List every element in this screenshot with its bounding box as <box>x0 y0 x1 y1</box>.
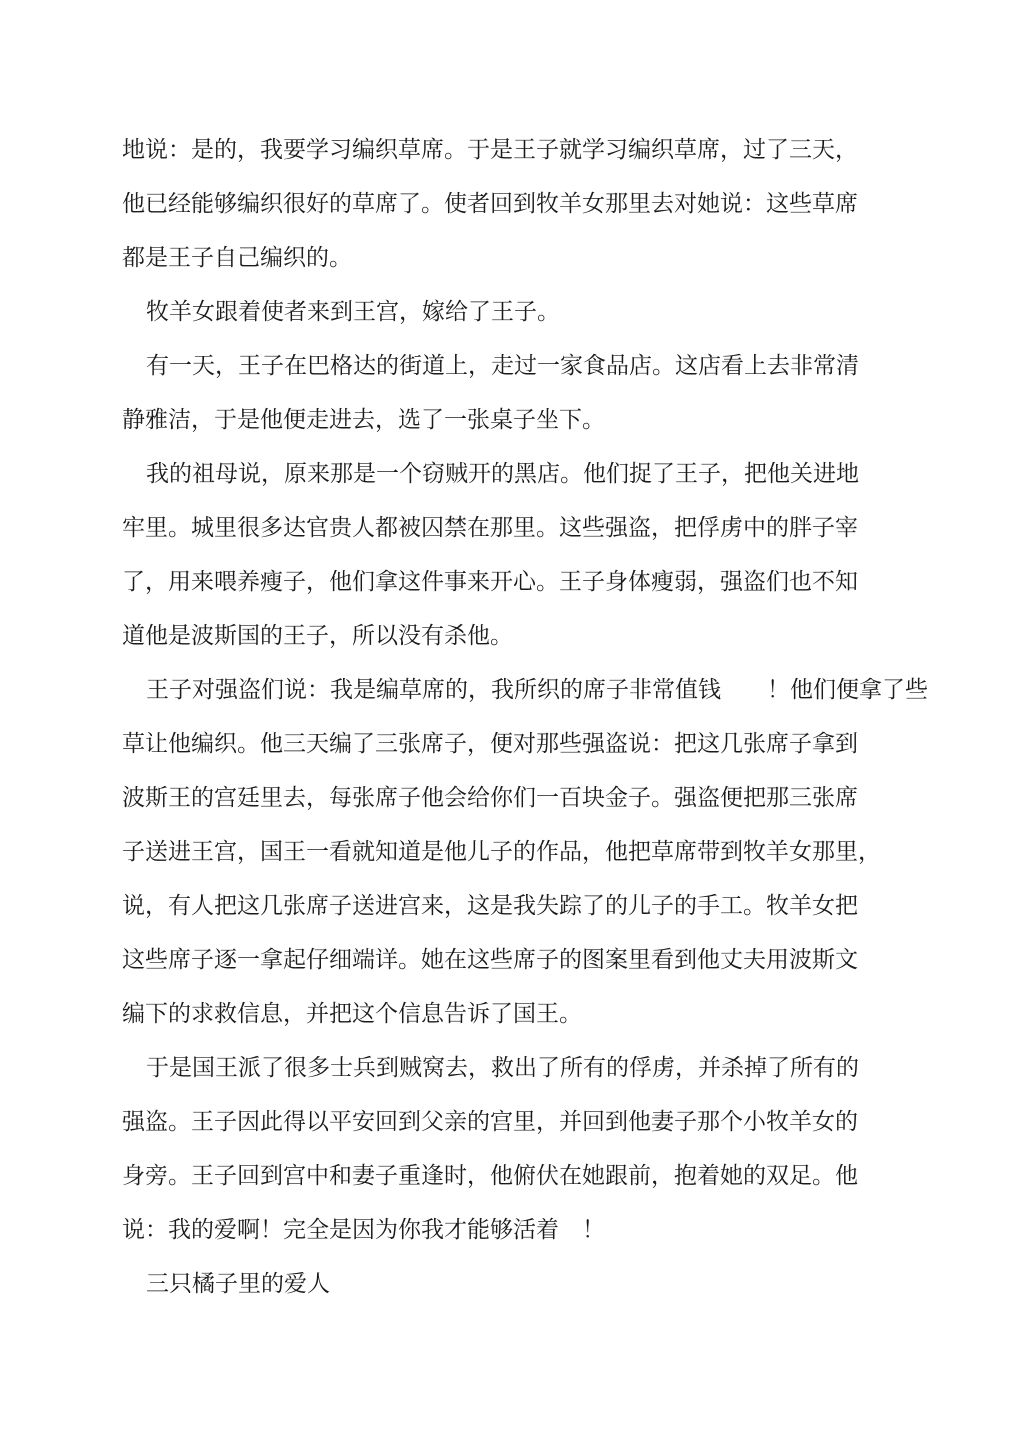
text-line: 了，用来喂养瘦子，他们拿这件事来开心。王子身体瘦弱，强盗们也不知 <box>122 569 858 595</box>
text-line: 静雅洁，于是他便走进去，选了一张桌子坐下。 <box>122 407 605 433</box>
text-line: 强盗。王子因此得以平安回到父亲的宫里，并回到他妻子那个小牧羊女的 <box>122 1109 858 1135</box>
text-line: 身旁。王子回到宫中和妻子重逢时，他俯伏在她跟前，抱着她的双足。他 <box>122 1163 858 1189</box>
paragraph-start: 牧羊女跟着使者来到王宫，嫁给了王子。 <box>146 299 560 325</box>
paragraph-start: 有一天，王子在巴格达的街道上，走过一家食品店。这店看上去非常清 <box>146 353 859 379</box>
section-heading: 三只橘子里的爱人 <box>146 1271 330 1297</box>
text-line: 都是王子自己编织的。 <box>122 245 352 271</box>
text-line: 他已经能够编织很好的草席了。使者回到牧羊女那里去对她说：这些草席 <box>122 191 858 217</box>
text-line: 草让他编织。他三天编了三张席子，便对那些强盗说：把这几张席子拿到 <box>122 731 858 757</box>
text-line: 波斯王的宫廷里去，每张席子他会给你们一百块金子。强盗便把那三张席 <box>122 785 858 811</box>
paragraph-start: 于是国王派了很多士兵到贼窝去，救出了所有的俘虏，并杀掉了所有的 <box>146 1055 859 1081</box>
text-line: 道他是波斯国的王子，所以没有杀他。 <box>122 623 513 649</box>
text-line: 牢里。城里很多达官贵人都被囚禁在那里。这些强盗，把俘虏中的胖子宰 <box>122 515 858 541</box>
text-line: 子送进王宫，国王一看就知道是他儿子的作品，他把草席带到牧羊女那里， <box>122 839 881 865</box>
text-line: 这些席子逐一拿起仔细端详。她在这些席子的图案里看到他丈夫用波斯文 <box>122 947 858 973</box>
text-line: 地说：是的，我要学习编织草席。于是王子就学习编织草席，过了三天， <box>122 137 858 163</box>
text-line: 说：我的爱啊！完全是因为你我才能够活着 ！ <box>122 1217 605 1243</box>
paragraph-start: 王子对强盗们说：我是编草席的，我所织的席子非常值钱 ！他们便拿了些 <box>146 677 928 703</box>
text-line: 编下的求救信息，并把这个信息告诉了国王。 <box>122 1001 582 1027</box>
paragraph-start: 我的祖母说，原来那是一个窃贼开的黑店。他们捉了王子，把他关进地 <box>146 461 859 487</box>
text-line: 说，有人把这几张席子送进宫来，这是我失踪了的儿子的手工。牧羊女把 <box>122 893 858 919</box>
